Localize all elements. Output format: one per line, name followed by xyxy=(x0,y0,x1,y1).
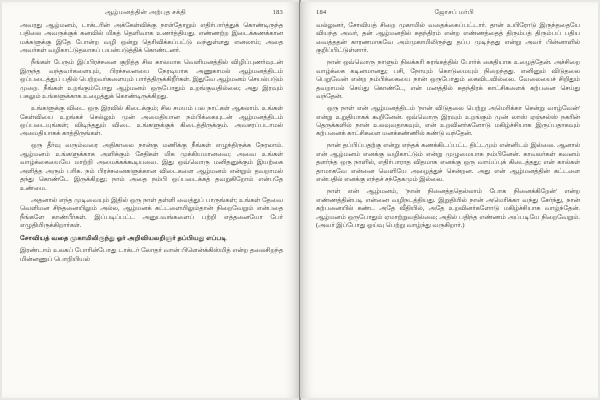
paragraph: நாள் என் ஆழ்மனம், 'நான் நினைத்ததெல்லாம் போக நினைக்கிறேன்' என்ற எண்ணத்தின்படி என்னை வழிநடத்தியது. இறுதியில் நான் அமெரிக்கா வந்து சேர்ந்து, நான் கற்பனையில் கண்ட அதே வீதியில், அதே உறவினர்களோடு மகிழ்ச்சியாக வாழ்ந்தேன். ஆழ்மனம் ஒருபோதும் ஏமாற்றுவதில்லை; அதில் பதிந்த எண்ணம் அப்படியே நிறைவேறும். (அவர் இப்போது ஓய்வு பெற்று வாழ்ந்து வருகிறார்.) xyxy=(316,188,580,229)
paragraph: நான் ஒவ்வொரு நாளும் நிலக்கரி சுரங்கத்தில் போர்க் கைதியாக உழைத்தேன். அச்சிறை வாழ்க்கை கடினமானது; பசி, நோயும் கொடுமையும் நிறைந்தது. எனினும் விடுதலை பெறுவேன் என்ற நம்பிக்கையை நான் ஒருபோதும் கைவிடவில்லை. வேலையைச் சிறிதும் தவறாமல் செய்து கொண்டே, என் மனத்தில் சுதந்திரக் காட்சிகளைக் கற்பனை செய்து வந்தேன். xyxy=(316,59,580,101)
page-left-header xyxy=(2,2,299,19)
section-heading: சோவியத் வதை முகாமிலிருந்து ஓர் அறிவியலறிஞர் தப்பியது எப்படி xyxy=(20,235,227,243)
paragraph: இரண்டாம் உலகப் போரின்போது டாக்டர் லோதர் வான் பிளென்க்கிஸ்மித் என்ற தலைசிறந்த மின்னணுப் பொறியியல் xyxy=(20,247,283,263)
paragraph: ஒரு தீர்வு வரும்வரை அதிகாலை நான்கு மணிக்கு நீங்கள் எழுந்திருக்க நேரலாம். ஆழ்மனம் உங்களுக்காக அளிக்கும் சேதிகள் மிக முக்கியமானவை; அவை உங்கள் வாழ்க்கையையே மாற்றி அமைக்கக்கூடியவை. இது ஒவ்வொரு மனிதனுக்கும் இயற்கை அளித்த அரும் பரிசு. நம் பிரச்சனைகளுக்கான விடைகளை ஆழ்மனம் என்றும் தவறாமல் தந்து கொண்டே இருக்கிறது; நாம் அதை நம்பி ஒப்படைக்கத் தவறுகிறோம் என்பதே உண்மை. xyxy=(20,142,283,192)
page-right-body xyxy=(300,19,598,242)
page-right-header xyxy=(300,2,598,19)
page-number-left: 183 xyxy=(272,9,283,16)
paragraph: வல்லுனர், சோவியத் சிறை முகாமில் வதைக்கைப்பட்டார். தான் உயிரோடு இருந்ததையே வியந்த அவர், தன் ஆழ்மனதில் சுதந்திரம் என்ற எண்ணத்தைத் திரும்பத் திரும்பப் பதிய வைத்ததன் காரணமாகவே அம்முகாமிலிருந்து தப்ப முடிந்தது என்று அவர் பின்னாளில் குறிப்பிட்டுள்ளார். xyxy=(316,22,580,55)
running-head-title: ஜோசப் மர்பி xyxy=(434,9,474,16)
paragraph: அவரது ஆழ்மனம், டாக்டரின் அக்கேள்விக்கு நாள்தோறும் எதிர்பார்த்துக் கொண்டிருந்த பதிலை அவருக்குக் கனவில் மிகத் தெளிவாக உணர்த்தியது. எண்ணற்ற இடைக்கணக்கான மக்களுக்கு இதே போன்ற வழி ஒன்று தெரிவிக்கப்பட்டு வந்துள்ளது எனலாம்; அதை அவர்கள் வழிகாட்டுதலாகப் பயன்படுத்திக் கொண்டனர். xyxy=(20,22,283,55)
paragraph: நீங்கள் பேரும் இப்பிரச்சனை குறித்த சில காலமாக வெளிமனத்தில் விழிப்புணர்வுடன் இருந்த வந்தவர்களையும், பிரச்சனையை நேரடியாக அணுகாமல் ஆழ்மனத்திடம் ஒப்படைத்துப் பதில் பெற்றவர்களையும் பார்த்திருக்கிறீர்கள். இதுவே ஆழ்மனம் செயல்படும் முறை. நீங்கள் உறங்கும்போது ஆழ்மனம் ஒருபோதும் உறங்குவதில்லை; அது இரவும் பகலும் உங்களுக்காக உழைத்துக் கொண்டிருக்கிறது. xyxy=(20,59,283,101)
paragraph: நான் தப்பிப்பதற்கு என்று எந்தக் கணக்கிடப்பட்ட திட்டமும் என்னிடம் இல்லை. ஆனால் என் ஆழ்மனம் எனக்கு வழிகாட்டும் என்று முழுமையாக நம்பினேன். காவலர்கள் கவனம் தளர்ந்த ஒரு நாளில், எதிர்பாராத விதமாக எனக்கு ஒரு வாய்ப்புக் கிடைத்தது; என் கால்கள் தாமாகவே என்னை வெளியே அழைத்துச் சென்றன. அது என் ஆழ்மனத்தின் கட்டளை என்பதில் எனக்கு எந்தச் சந்தேகமும் இல்லை. xyxy=(316,142,580,184)
paragraph: ஒரு நாள் என் ஆழ்மனத்திடம் 'நான் விடுதலை பெற்று அமெரிக்கா சென்று வாழ்வேன்' என்று உறுதியாகக் கூறினேன். ஒவ்வொரு இரவும் உறங்கும் முன் லாஸ் ஏஞ்சல்ஸ் நகரின் தெருக்களில் நான் உலவுவதாகவும், என் உறவினர்களோடு மகிழ்ச்சியாக இருப்பதாகவும் கற்பனைக் காட்சிகளை மனக்கண்ணில் கண்டு வந்தேன். xyxy=(316,105,580,138)
running-head-title: ஆழ்மனத்தின் அற்புத சக்தி xyxy=(104,9,186,16)
page-left-body xyxy=(2,19,299,276)
page-left xyxy=(2,2,300,398)
page-number-right: 184 xyxy=(316,9,327,16)
paragraph: அதனால் எந்த முடிவையும் இதில் ஒரு நாள் தள்ளி வைத்துப் பாருங்கள்; உங்கள் தேவை வெளிமன சிந்தனையிலும் அல்ல, ஆழ்மனக் கட்டளையிலும்தான் நிறைவேறும் என்பதை நீங்களே காண்பீர்கள். இப்படிப்பட்ட அனுபவங்களைப் பற்றி எத்தனையோ பேர் எழுதியிருக்கிறார்கள். xyxy=(20,196,283,229)
paragraph: உங்களுக்கு விடை ஒரு இரவில் கிடைக்கும்; சில சமயம் பல நாட்கள் ஆகலாம். உங்கள் கேள்வியை உறங்கச் செல்லும் முன் அமைதியான நம்பிக்கையுடன் ஆழ்மனத்திடம் ஒப்படையுங்கள்; விடிந்ததும் விடை உங்களுக்குக் கிடைத்திருக்கும். அவசரப்படாமல் அமைதியாகக் காத்திருங்கள். xyxy=(20,105,283,138)
page-right xyxy=(300,2,598,398)
